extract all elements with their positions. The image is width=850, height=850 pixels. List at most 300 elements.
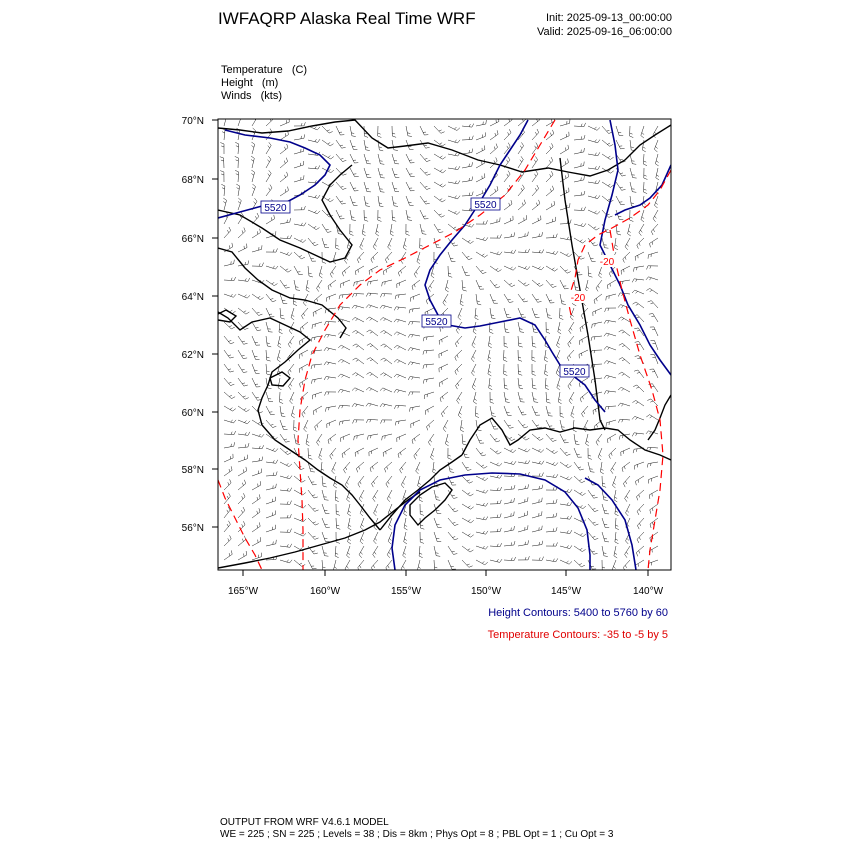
wind-barb: [280, 308, 285, 319]
wind-barb: [328, 280, 336, 290]
wind-barb: [532, 434, 543, 440]
coastline-north: [218, 120, 671, 176]
wind-barb: [462, 434, 467, 445]
wind-barb: [304, 420, 308, 432]
wind-barb: [354, 280, 364, 286]
wind-barb: [252, 406, 263, 413]
wind-barb: [308, 266, 313, 277]
wind-barb: [317, 280, 323, 292]
wind-barb: [299, 364, 308, 373]
wind-barb: [458, 406, 462, 418]
wind-barb: [632, 400, 644, 406]
wind-barb: [532, 266, 544, 270]
wind-barb: [490, 406, 496, 417]
wind-barb: [388, 238, 392, 250]
wind-barb: [224, 350, 234, 358]
wind-barb: [238, 536, 246, 546]
wind-barb: [532, 448, 544, 452]
wind-barb: [293, 294, 297, 306]
wind-barb: [445, 434, 448, 446]
wind-barb: [448, 504, 458, 512]
wind-barb: [238, 278, 250, 282]
wind-barb: [327, 294, 336, 302]
wind-barb: [266, 392, 273, 402]
wind-barb: [420, 196, 430, 204]
wind-barb: [425, 406, 434, 415]
wind-barb: [367, 358, 378, 364]
wind-barb: [280, 501, 292, 505]
wind-barb: [431, 448, 435, 460]
wind-barb: [252, 184, 256, 196]
wind-barb: [252, 508, 260, 518]
wind-barb: [394, 345, 406, 350]
wind-barb: [568, 336, 574, 347]
wind-barb: [412, 280, 420, 290]
wind-barb: [646, 415, 658, 420]
wind-barb: [294, 161, 304, 168]
wind-barb: [427, 420, 435, 430]
lat-tick-label: 64°N: [181, 292, 204, 303]
wind-barb: [280, 529, 292, 533]
wind-barb: [352, 373, 364, 378]
wind-barb: [460, 294, 463, 306]
wind-barb: [574, 546, 586, 552]
wind-barb: [518, 185, 524, 196]
wind-barb: [637, 238, 644, 249]
wind-barb: [408, 334, 420, 337]
wind-barb: [378, 126, 382, 138]
wind-barb: [252, 128, 256, 140]
wind-barb: [532, 350, 536, 362]
wind-barb: [546, 130, 554, 140]
wind-barb: [308, 532, 319, 539]
wind-barb: [308, 504, 319, 511]
wind-barb: [490, 514, 501, 519]
wind-barb: [302, 406, 308, 417]
wind-barb: [252, 308, 262, 316]
wind-barb: [380, 318, 392, 323]
wind-barb: [294, 518, 306, 522]
wind-barb: [546, 513, 557, 518]
wind-barb: [420, 532, 424, 543]
wind-barb: [280, 406, 285, 417]
wind-barb: [646, 277, 658, 280]
init-time: Init: 2025-09-13_00:00:00: [546, 12, 672, 24]
wind-barb: [350, 168, 359, 177]
wind-barb: [560, 252, 572, 257]
wind-barb: [266, 294, 276, 302]
wind-barb: [366, 305, 378, 308]
wind-barb: [364, 168, 371, 178]
wind-barb: [628, 224, 631, 236]
wind-barb: [385, 252, 392, 263]
wind-barb: [607, 434, 616, 443]
wind-barb: [560, 406, 564, 417]
wind-barb: [308, 490, 318, 498]
wind-barb: [364, 140, 370, 151]
wind-barb: [280, 560, 292, 563]
wind-barb: [472, 364, 477, 376]
wind-barb: [569, 392, 574, 404]
wind-barb: [546, 234, 557, 238]
wind-barb: [224, 420, 236, 423]
wind-barb: [238, 350, 247, 359]
wind-barb: [335, 546, 339, 558]
wind-barb: [532, 364, 536, 376]
wind-barb: [637, 490, 645, 500]
wind-barb: [356, 462, 364, 472]
wind-barb: [546, 294, 554, 303]
wind-barb: [504, 485, 515, 490]
wind-barb: [490, 434, 500, 442]
wind-barb: [280, 420, 288, 429]
wind-barb: [312, 322, 322, 329]
wind-barb: [381, 358, 392, 364]
wind-barb: [546, 420, 555, 429]
wind-barb: [476, 503, 488, 506]
wind-barb: [278, 336, 281, 348]
wind-barb: [434, 168, 446, 173]
wind-barb: [378, 154, 384, 164]
wind-barb: [518, 525, 528, 532]
wind-barb: [308, 476, 317, 485]
wind-barb: [224, 378, 234, 386]
wind-barb: [414, 448, 420, 459]
wind-barb: [374, 532, 378, 544]
wind-barb: [602, 532, 609, 542]
wind-barb: [504, 364, 508, 376]
wind-barb: [266, 511, 275, 519]
wind-barb: [625, 490, 630, 502]
wind-barb: [490, 448, 501, 454]
field-unit-height: (m): [261, 77, 279, 89]
wind-barb: [490, 487, 502, 491]
wind-barb: [518, 392, 525, 402]
wind-barb: [615, 532, 619, 544]
wind-barb: [558, 392, 561, 404]
wind-barb: [317, 434, 323, 446]
wind-barb: [588, 448, 592, 459]
wind-barb: [378, 182, 384, 192]
wind-barb: [560, 132, 569, 140]
wind-barb: [312, 378, 323, 384]
wind-barb: [338, 405, 350, 409]
wind-barb: [518, 294, 528, 302]
wind-barb: [504, 171, 510, 182]
wind-barb: [490, 500, 501, 504]
wind-barb: [644, 182, 648, 194]
wind-barb: [635, 462, 644, 470]
wind-barb: [462, 546, 473, 552]
wind-barb: [560, 448, 570, 456]
wind-barb: [322, 224, 331, 232]
wind-barb: [238, 420, 250, 424]
wind-barb: [280, 392, 284, 404]
wind-barb: [223, 198, 226, 210]
wind-barb: [420, 182, 430, 190]
wind-barb: [252, 229, 260, 238]
field-name-temperature: Temperature: [221, 64, 283, 76]
wind-barb: [408, 362, 420, 365]
longitude-labels: [228, 586, 664, 597]
wind-barb: [606, 294, 616, 300]
wind-barb: [560, 220, 571, 224]
height-contour-label: 5520: [474, 200, 497, 211]
wind-barb: [560, 545, 572, 548]
wind-barb: [364, 182, 371, 192]
wind-barb: [504, 336, 508, 347]
wind-barb: [224, 336, 234, 344]
wind-barb: [546, 143, 553, 154]
wind-barb: [518, 308, 526, 317]
wind-barb: [238, 378, 248, 386]
wind-barb: [586, 280, 589, 292]
wind-barb: [586, 434, 589, 446]
wind-barb: [654, 140, 658, 152]
wind-barb: [546, 406, 553, 416]
wind-barb: [398, 266, 406, 276]
wind-barb: [630, 126, 634, 138]
wind-barb: [618, 387, 630, 392]
wind-barb: [630, 210, 634, 222]
wind-barb: [288, 336, 294, 348]
wind-barb: [653, 210, 658, 222]
wind-barb: [359, 490, 364, 502]
wind-barb: [369, 266, 378, 275]
wind-barb: [574, 176, 584, 182]
wind-barb: [636, 476, 645, 485]
wind-barb: [476, 448, 486, 456]
wind-barb: [518, 200, 526, 210]
wind-barb: [224, 260, 234, 266]
wind-barb: [434, 126, 445, 133]
wind-barb: [448, 140, 460, 143]
wind-barb: [315, 420, 322, 431]
wind-barb: [588, 126, 600, 130]
wind-barb: [224, 479, 231, 490]
wind-barb: [355, 266, 364, 275]
wind-barb: [336, 504, 340, 515]
wind-barb: [619, 343, 630, 350]
wind-barb: [532, 280, 543, 286]
wind-barb: [504, 350, 508, 362]
wind-barb: [602, 154, 614, 160]
lat-tick-label: 70°N: [181, 116, 204, 127]
wind-barb: [632, 290, 644, 294]
wind-barb: [473, 322, 476, 334]
wind-barb: [476, 490, 488, 493]
wind-barb: [621, 266, 630, 275]
wind-barb: [336, 182, 346, 190]
wind-barb: [397, 434, 406, 442]
wind-barb: [545, 364, 549, 376]
wind-barb: [574, 162, 584, 168]
wind-barb: [420, 504, 424, 515]
coastline-cook-inlet: [462, 418, 671, 460]
wind-barb: [532, 249, 544, 253]
wind-barb: [488, 364, 491, 376]
wind-barb: [476, 546, 488, 549]
wind-barb: [434, 546, 440, 556]
wind-barb: [476, 294, 481, 305]
wind-barb: [420, 224, 426, 234]
wind-barb: [651, 224, 658, 235]
wind-barb: [341, 434, 350, 442]
wind-barb: [518, 116, 526, 126]
wind-barb: [423, 378, 434, 384]
wind-barb: [294, 238, 306, 243]
wind-barb: [342, 448, 350, 458]
valid-time: Valid: 2025-09-16_06:00:00: [537, 26, 672, 38]
wind-barb: [299, 350, 308, 359]
wind-barb: [409, 392, 421, 396]
wind-barb: [378, 168, 385, 178]
wind-barb: [518, 556, 529, 560]
temperature-contour-west: [218, 480, 262, 570]
lon-tick-label: 160°W: [309, 586, 341, 597]
wind-barb: [308, 560, 317, 569]
wind-barb: [574, 223, 586, 226]
wind-barb: [476, 462, 487, 468]
wind-barb: [324, 362, 336, 365]
wind-barb: [406, 224, 410, 236]
wind-barb: [546, 171, 553, 182]
wind-barb: [408, 377, 420, 381]
map-title: IWFAQRP Alaska Real Time WRF: [218, 9, 476, 28]
wind-barb: [434, 518, 442, 527]
wind-barb: [322, 560, 327, 571]
wind-barb: [294, 420, 298, 432]
wind-barb: [416, 462, 420, 474]
wind-barb: [546, 186, 554, 196]
wind-barb: [294, 490, 306, 495]
wind-barb: [656, 168, 659, 180]
wind-barb: [571, 406, 574, 418]
wind-barb: [489, 378, 493, 390]
wind-barb: [462, 149, 473, 154]
wind-barb: [532, 378, 537, 389]
wind-barb: [222, 128, 226, 140]
wind-barb: [280, 462, 292, 467]
wind-barb: [280, 144, 288, 154]
wind-barb: [546, 322, 550, 333]
wind-barb: [476, 173, 485, 182]
wind-barb: [616, 196, 625, 205]
wind-barb: [420, 238, 424, 250]
wind-barb: [476, 476, 488, 481]
wind-barb: [348, 504, 351, 516]
wind-barb: [238, 198, 241, 210]
wind-barb: [380, 305, 392, 308]
wind-barb: [252, 142, 255, 154]
wind-barb: [224, 431, 236, 435]
wind-barb: [238, 114, 241, 126]
wind-barb: [621, 448, 630, 456]
wind-barb: [476, 434, 484, 443]
wind-barb: [332, 462, 336, 474]
wind-barb: [490, 559, 502, 562]
wind-barb: [455, 364, 462, 375]
wind-barb: [518, 129, 525, 140]
wind-barb: [546, 201, 555, 210]
wind-barb: [366, 387, 378, 392]
wind-barb: [588, 490, 598, 498]
wind-barb: [238, 493, 245, 504]
wind-barb: [639, 224, 644, 236]
wind-barb: [404, 532, 407, 544]
wind-barb: [588, 462, 594, 472]
wind-barb: [224, 535, 231, 546]
wind-barb: [362, 224, 365, 236]
wind-barb: [308, 139, 320, 142]
wind-barb: [476, 517, 488, 520]
wind-barb: [650, 327, 658, 336]
wind-barb: [434, 490, 440, 500]
wind-barb: [280, 544, 292, 548]
wind-barb: [448, 166, 460, 169]
wind-barb: [380, 404, 392, 407]
wind-barb: [266, 248, 278, 252]
wind-barb: [440, 392, 448, 402]
wind-barb: [345, 476, 350, 488]
wind-barb: [330, 448, 336, 459]
wind-barb: [434, 210, 445, 217]
wind-barb: [224, 406, 236, 411]
height-contour-layer: [218, 120, 671, 570]
wind-barb: [266, 420, 276, 428]
wind-barb: [277, 350, 280, 362]
wind-barb: [280, 172, 288, 182]
wind-barb: [460, 420, 464, 432]
wind-barb: [616, 126, 623, 136]
wind-barb: [574, 560, 585, 567]
wind-barb: [224, 277, 236, 281]
wind-barb: [338, 307, 350, 311]
height-contour-south-inner: [585, 478, 636, 570]
wind-barb: [588, 532, 598, 540]
wind-barb: [294, 504, 306, 508]
lon-tick-label: 140°W: [632, 586, 664, 597]
wind-barb: [364, 196, 370, 207]
wind-barb: [448, 266, 452, 277]
wind-barb: [476, 146, 485, 155]
wind-barb: [319, 448, 322, 460]
wind-barb: [546, 434, 556, 442]
wind-barb: [476, 252, 488, 257]
wind-barb: [224, 507, 230, 518]
wind-barb: [591, 336, 602, 341]
map-plot-content: [218, 114, 671, 572]
wind-barb: [280, 158, 288, 168]
wind-barb: [611, 462, 616, 474]
wind-barb: [490, 280, 500, 288]
wind-barb: [641, 126, 644, 138]
wind-barb: [462, 136, 473, 140]
wind-barb: [403, 546, 406, 558]
wind-barb: [224, 550, 232, 560]
wind-barb: [462, 192, 473, 196]
wind-barb: [518, 215, 527, 224]
wind-barb: [490, 308, 495, 319]
wind-barb: [569, 322, 574, 334]
wind-barb: [633, 266, 644, 272]
wind-barb: [335, 490, 339, 502]
wind-barb: [504, 448, 516, 453]
wind-barb: [655, 196, 659, 208]
wind-barb: [324, 334, 336, 337]
height-contour-east: [600, 120, 671, 375]
wind-barb: [632, 279, 644, 283]
